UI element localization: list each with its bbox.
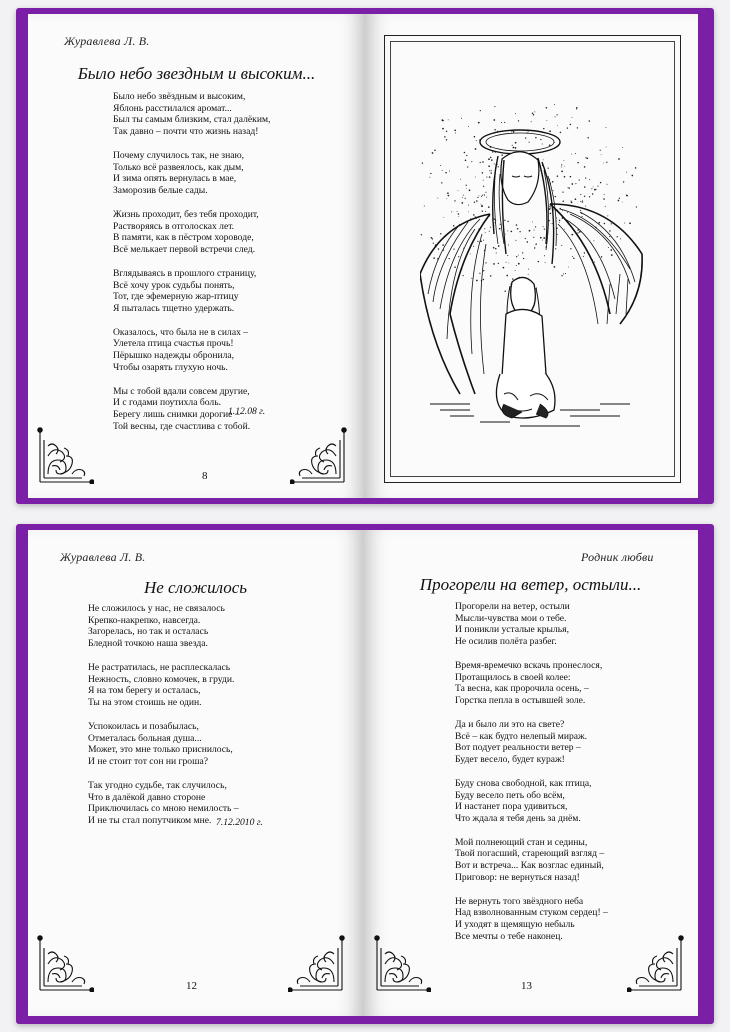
poem-line: Той весны, где счастлива с тобой.: [113, 420, 251, 432]
poem-line: Та весна, как пророчила осень, –: [455, 683, 589, 695]
poem-line: Мой полнеющий стан и седины,: [455, 836, 588, 848]
poem-line: Отметалась больная душа...: [88, 732, 202, 744]
poem-line: Бледной точкою наша звезда.: [88, 637, 208, 649]
poem-line: Чтобы озарять глухую ночь.: [113, 361, 228, 373]
corner-ornament-icon: [290, 426, 348, 484]
poem-line: Я на том берегу и осталась,: [88, 685, 201, 697]
page-8: [28, 14, 365, 498]
poem-stanza: [113, 91, 270, 137]
poem-line: Все мечты о тебе наконец.: [455, 930, 563, 942]
poem-line: И зима опять вернулась в мае,: [113, 173, 237, 185]
poem-line: Может, это мне только приснилось,: [88, 744, 233, 756]
poem-line: Растворяясь в отголосках лет.: [113, 220, 235, 232]
poem-line: Не растратилась, не расплескалась: [88, 661, 231, 673]
page-number: 8: [202, 470, 208, 482]
corner-ornament-icon: [627, 934, 685, 992]
poem-stanza: [455, 837, 608, 883]
poem-line: Не сложилось у нас, не связалось: [88, 603, 225, 614]
poem-line: И настанет пора удивиться,: [455, 801, 568, 813]
poem-line: И не ты стал попутчиком мне.: [88, 814, 212, 826]
poem-stanza: [113, 209, 270, 255]
poem-stanza: [88, 721, 239, 767]
poem-line: Мы с тобой вдали совсем другие,: [113, 385, 250, 397]
poem-line: Нежность, словно комочек, в груди.: [88, 673, 235, 685]
poem-line: Время-времечко вскачь пронеслося,: [455, 659, 603, 671]
poem-line: И не стоит тот сон ни гроша?: [88, 755, 208, 767]
page-illustration: [365, 14, 698, 498]
corner-ornament-icon: [36, 934, 94, 992]
poem-line: Вглядываясь в прошлого страницу,: [113, 267, 257, 279]
poem-line: Так угодно судьбе, так случилось,: [88, 779, 227, 791]
poem-line: Что в далёкой давно стороне: [88, 791, 206, 803]
page-number: 12: [186, 980, 197, 992]
poem-stanza: [88, 662, 239, 708]
page-header-author: Журавлева Л. В.: [64, 34, 150, 48]
poem-line: Прогорели на ветер, остыли: [455, 601, 570, 612]
poem-title: Прогорели на ветер, остыли...: [419, 575, 642, 594]
poem-stanza: [113, 150, 270, 196]
angel-illustration: [420, 104, 650, 434]
poem-line: Приключилась со мною немилость –: [88, 803, 239, 815]
poem-line: Приговор: не вернуться назад!: [455, 871, 580, 883]
poem-line: Был ты самым близким, стал далёким,: [113, 114, 271, 126]
corner-ornament-icon: [373, 934, 431, 992]
page-number: 13: [521, 980, 532, 992]
poem-line: Не вернуть того звёздного неба: [455, 895, 584, 907]
poem-body: [455, 601, 608, 955]
page-header-author: Журавлева Л. В.: [60, 550, 146, 564]
poem-line: Будет весело, будет кураж!: [455, 753, 565, 765]
poem-line: Всё – как будто нелепый мираж.: [455, 730, 588, 742]
poem-line: В памяти, как в пёстром хороводе,: [113, 232, 254, 244]
poem-line: Загорелась, но так и осталась: [88, 626, 209, 638]
poem-line: Твой погасший, стареющий взгляд –: [455, 848, 605, 860]
poem-line: Буду снова свободной, как птица,: [455, 777, 592, 789]
poem-stanza: [455, 660, 608, 706]
poem-line: И поникли усталые крылья,: [455, 624, 569, 636]
poem-stanza: [455, 601, 608, 647]
poem-line: Мысли-чувства мои о тебе.: [455, 612, 567, 624]
poem-line: Протащилось в своей колее:: [455, 671, 571, 683]
poem-line: Горстка пепла в остывшей золе.: [455, 694, 586, 706]
poem-stanza: [455, 719, 608, 765]
poem-line: Было небо звёздным и высоким,: [113, 91, 246, 102]
poem-stanza: [455, 896, 608, 942]
corner-ornament-icon: [36, 426, 94, 484]
poem-title: Не сложилось: [143, 578, 248, 597]
page-header-book: Родник любви: [581, 550, 654, 564]
poem-line: Да и было ли это на свете?: [455, 718, 565, 730]
poem-line: Всё мелькает первой встречи след.: [113, 243, 256, 255]
poem-stanza: [455, 778, 608, 824]
poem-line: Вот и встреча... Как возглас единый,: [455, 860, 604, 872]
poem-line: Что ждала я тебя день за днём.: [455, 812, 581, 824]
poem-line: Берегу лишь снимки дорогие –: [113, 409, 240, 421]
poem-line: Заморозив белые сады.: [113, 184, 208, 196]
poem-line: Почему случилось так, не знаю,: [113, 149, 245, 161]
poem-line: И уходят в щемящую небыль: [455, 919, 575, 931]
poem-date: 7.12.2010 г.: [216, 817, 263, 828]
poem-line: Крепко-накрепко, навсегда.: [88, 614, 201, 626]
poem-body: [113, 91, 270, 445]
poem-line: Улетела птица счастья прочь!: [113, 338, 234, 350]
poem-line: Буду весело петь обо всём,: [455, 789, 565, 801]
poem-date: 1.12.08 г.: [228, 406, 266, 417]
poem-line: Яблонь расстилался аромат...: [113, 102, 232, 114]
poem-stanza: [113, 268, 270, 314]
poem-line: Ты на этом стоишь не один.: [88, 696, 202, 708]
poem-stanza: [88, 603, 239, 649]
poem-line: Над взволнованным стуком сердец! –: [455, 907, 608, 919]
poem-stanza: [113, 327, 270, 373]
poem-body: [88, 603, 239, 839]
poem-line: Только всё развеялось, как дым,: [113, 161, 244, 173]
poem-line: Тот, где эфемерную жар-птицу: [113, 291, 239, 303]
poem-line: Вот подует реальности ветер –: [455, 742, 581, 754]
poem-line: Пёрышко надежды обронила,: [113, 350, 235, 362]
poem-line: Жизнь проходит, без тебя проходит,: [113, 208, 259, 220]
poem-line: Я пыталась тщетно удержать.: [113, 302, 235, 314]
poem-line: Оказалось, что была не в силах –: [113, 326, 249, 338]
poem-line: И с годами поутихла боль.: [113, 397, 221, 409]
poem-line: Так давно – почти что жизнь назад!: [113, 125, 259, 137]
poem-line: Всё хочу урок судьбы понять,: [113, 279, 235, 291]
corner-ornament-icon: [288, 934, 346, 992]
poem-title: Было небо звездным и высоким...: [77, 64, 316, 83]
page-13: [363, 530, 698, 1016]
poem-line: Успокоилась и позабылась,: [88, 720, 199, 732]
poem-line: Не осилив полёта разбег.: [455, 635, 557, 647]
page-12: [28, 530, 363, 1016]
